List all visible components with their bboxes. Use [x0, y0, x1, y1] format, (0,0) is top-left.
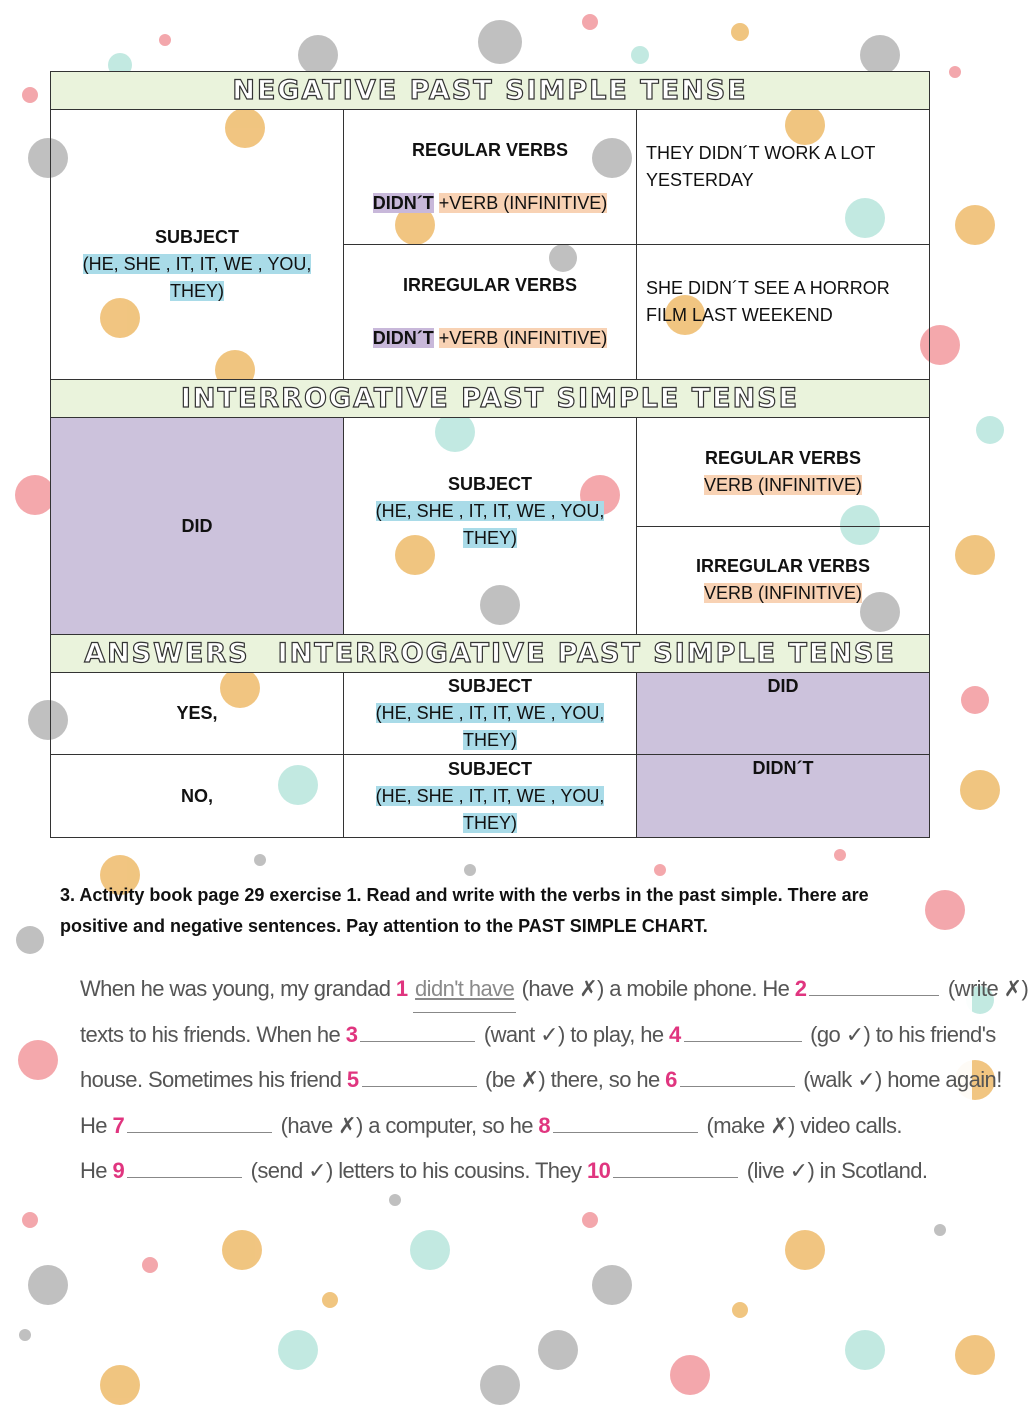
yes-label: YES,: [176, 703, 218, 723]
yes-did-cell: [637, 673, 929, 754]
negative-regular-cell: [344, 110, 636, 244]
exercise-text: (be ✗) there, so he: [479, 1067, 666, 1092]
answer-blank-3[interactable]: [360, 1017, 475, 1042]
blank-number: 2: [794, 976, 807, 1001]
verb-infinitive-label: VERB (INFINITIVE): [703, 583, 862, 604]
regular-verbs-label: REGULAR VERBS: [704, 447, 861, 468]
negative-title-word: PAST: [409, 75, 494, 106]
answer-blank-8[interactable]: [553, 1108, 698, 1133]
answer-blank-5[interactable]: [362, 1062, 477, 1087]
interrogative-irregular-cell: [637, 526, 929, 635]
blank-number: 4: [669, 1021, 681, 1047]
interrogative-row: [51, 418, 929, 635]
answer-blank-6[interactable]: [680, 1062, 795, 1087]
fill-in-exercise: [60, 960, 1028, 1192]
exercise-text: He: [80, 1158, 113, 1183]
negative-subject-cell: [51, 110, 344, 379]
answer-blank-10[interactable]: [613, 1153, 738, 1178]
interrogative-subject-cell: [344, 418, 637, 634]
verb-infinitive-label: +VERB (INFINITIVE): [438, 193, 608, 213]
no-didnt-cell: [637, 755, 929, 837]
interrogative-verbs-cell: [637, 418, 929, 634]
exercise-text: (go ✓) to his friend's: [804, 1021, 996, 1047]
exercise-instructions: 3. Activity book page 29 exercise 1. Read and write with the verbs in the past simple. There are positive and negative sentences. Pay attention to the PAST SIMPLE CHART.: [60, 885, 869, 936]
subject-pronouns: [370, 498, 610, 552]
interrogative-did-cell: [51, 418, 344, 634]
negative-irregular-cell: [344, 244, 636, 379]
no-cell: [51, 755, 344, 837]
blank-number: 3: [345, 1021, 358, 1047]
subject-pronouns-text: (HE, SHE , IT, IT, WE , YOU, THEY): [82, 254, 312, 301]
didnt-label: DIDN´T: [752, 758, 814, 778]
example-regular-text: THEY DIDN´T WORK A LOT YESTERDAY: [646, 143, 876, 190]
negative-title-word: SIMPLE: [505, 75, 629, 106]
exercise-text: When he was young, my grandad: [80, 976, 396, 1001]
subject-pronouns-text: (HE, SHE , IT, IT, WE , YOU, THEY): [375, 785, 605, 833]
blank-number: 8: [538, 1112, 551, 1138]
answer-no-row: [51, 755, 929, 837]
blank-number: 1: [395, 976, 408, 1001]
answer-blank-2[interactable]: [809, 971, 939, 996]
subject-label: SUBJECT: [447, 473, 532, 494]
exercise-text: house. Sometimes his friend: [80, 1067, 347, 1092]
subject-label: SUBJECT: [447, 758, 532, 779]
answer-yes-row: [51, 673, 929, 755]
interrogative-section-title: INTERROGATIVE PAST SIMPLE TENSE: [51, 380, 929, 418]
example-answer: didn't have: [413, 966, 516, 1013]
exercise-text: (have ✗) a mobile phone. He: [516, 976, 795, 1001]
negative-title-word: NEGATIVE: [232, 75, 399, 106]
exercise-line-4: [80, 1103, 972, 1149]
answer-blank-4[interactable]: [684, 1017, 802, 1042]
exercise-text: He: [80, 1112, 113, 1138]
negative-example-regular: [637, 110, 929, 244]
exercise-text: texts to his friends. When he: [80, 1021, 346, 1047]
answers-title-right: INTERROGATIVE PAST SIMPLE TENSE: [277, 638, 896, 669]
no-label: NO,: [180, 785, 213, 806]
exercise-line-5: [80, 1148, 972, 1194]
exercise-line-3: [80, 1057, 1002, 1103]
exercise-text: (want ✓) to play, he: [478, 1021, 670, 1047]
irregular-verbs-label: IRREGULAR VERBS: [695, 556, 870, 577]
blank-number: 6: [665, 1067, 677, 1092]
didnt-label: DIDN´T: [372, 193, 434, 213]
verb-infinitive-label: VERB (INFINITIVE): [703, 474, 862, 495]
subject-pronouns-text: (HE, SHE , IT, IT, WE , YOU, THEY): [375, 703, 605, 750]
exercise-text: (walk ✓) home again!: [797, 1067, 1002, 1092]
interrogative-regular-cell: [637, 418, 929, 526]
exercise-text: (have ✗) a computer, so he: [275, 1112, 539, 1138]
negative-row: [51, 110, 929, 380]
negative-verbs-cell: [344, 110, 637, 379]
example-irregular-text: SHE DIDN´T SEE A HORROR FILM LAST WEEKEND: [646, 278, 890, 325]
exercise-text: (send ✓) letters to his cousins. They: [245, 1158, 587, 1183]
verb-infinitive-label: +VERB (INFINITIVE): [438, 328, 608, 348]
blank-number: 9: [112, 1158, 125, 1183]
answers-title-left: ANSWERS: [84, 638, 250, 669]
subject-label: SUBJECT: [154, 227, 239, 247]
answer-blank-7[interactable]: [127, 1108, 272, 1133]
did-label: DID: [767, 676, 799, 696]
answer-blank-9[interactable]: [127, 1153, 242, 1178]
negative-title-word: TENSE: [640, 75, 748, 106]
yes-subject-cell: [344, 673, 637, 754]
exercise-text: (write ✗): [942, 976, 1028, 1001]
negative-formula-irregular: [373, 325, 608, 352]
blank-number: 10: [586, 1158, 611, 1183]
exercise-text: (live ✓) in Scotland.: [741, 1158, 928, 1183]
negative-formula-regular: [373, 190, 608, 217]
blank-number: 5: [346, 1067, 359, 1092]
negative-section-title: [51, 72, 929, 110]
answers-section-title: [51, 635, 929, 673]
subject-pronouns: [77, 251, 317, 305]
exercise-line-1: [80, 966, 1028, 1012]
did-label: DID: [181, 515, 213, 536]
negative-example-irregular: [637, 244, 929, 379]
exercise-line-2: [80, 1012, 996, 1058]
exercise-text: (make ✗) video calls.: [701, 1112, 902, 1138]
regular-verbs-label: REGULAR VERBS: [411, 140, 568, 160]
past-simple-chart: [50, 71, 930, 838]
irregular-verbs-label: IRREGULAR VERBS: [402, 275, 577, 295]
subject-label: SUBJECT: [447, 676, 532, 696]
blank-number: 7: [112, 1112, 125, 1138]
didnt-label: DIDN´T: [372, 328, 434, 348]
negative-examples-cell: [637, 110, 929, 379]
subject-pronouns-text: (HE, SHE , IT, IT, WE , YOU, THEY): [375, 500, 605, 548]
no-subject-cell: [344, 755, 637, 837]
yes-cell: [51, 673, 344, 754]
